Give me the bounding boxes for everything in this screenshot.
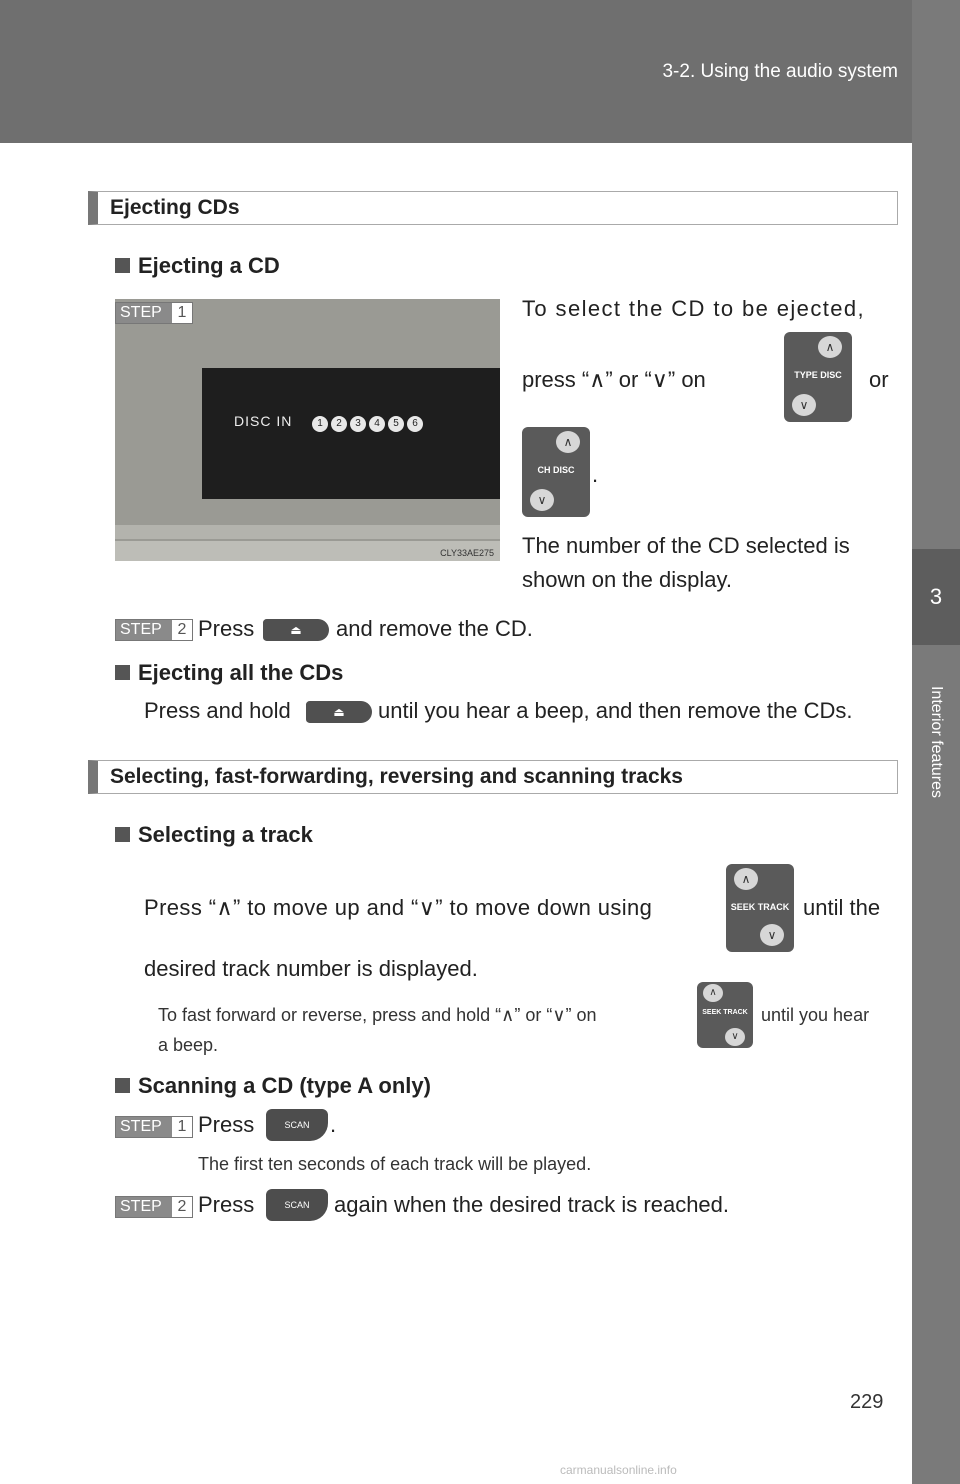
ch-disc-button[interactable] [522, 427, 590, 517]
step-1-badge: STEP 1 [115, 302, 193, 324]
disc-slot: 6 [407, 416, 423, 432]
select-text-until: until the [803, 895, 881, 920]
step1-text-period: . [592, 462, 599, 487]
bullet-square [115, 1078, 130, 1093]
step2-press: Press [198, 616, 255, 641]
scan-step1-note: The first ten seconds of each track will be played. [198, 1154, 592, 1174]
heading-scanning: Scanning a CD (type A only) [115, 1073, 431, 1099]
step1-text-press: press “∧” or “∨” on [522, 367, 706, 392]
eject-all-press: Press and hold [144, 698, 291, 723]
chapter-number: 3 [912, 549, 960, 645]
scan-step2-press: Press [198, 1192, 255, 1217]
bullet-square [115, 258, 130, 273]
chevron-down-icon: ∨ [725, 1028, 745, 1046]
disc-slot: 3 [350, 416, 366, 432]
bullet-square [115, 665, 130, 680]
heading-ejecting-all: Ejecting all the CDs [115, 660, 343, 686]
header-title: 3-2. Using the audio system [662, 61, 898, 82]
heading-ejecting-cd: Ejecting a CD [115, 253, 280, 279]
fast-forward-note: To fast forward or reverse, press and hold “∧” or “∨” on [158, 1005, 597, 1025]
select-text-line2: desired track number is displayed. [144, 956, 478, 981]
scan-button[interactable]: SCAN [266, 1189, 328, 1221]
seek-track-button-small[interactable] [697, 982, 753, 1048]
page-header [0, 0, 960, 143]
step-2-badge: STEP 2 [115, 619, 193, 641]
chevron-up-icon: ∧ [556, 431, 580, 453]
seek-track-label: SEEK TRACK [730, 902, 790, 912]
display-bezel [115, 525, 500, 539]
ch-disc-label: CH DISC [537, 465, 575, 475]
chevron-down-icon: ∨ [792, 394, 816, 416]
image-code: CLY33AE275 [440, 548, 494, 558]
watermark: carmanualsonline.info [560, 1463, 677, 1477]
scan-step-1-badge: STEP 1 [115, 1116, 193, 1138]
chevron-up-icon: ∧ [818, 336, 842, 358]
disc-in-label: DISC IN [234, 413, 293, 429]
seek-track-label: SEEK TRACK [702, 1009, 748, 1016]
step1-text-line1: To select the CD to be ejected, [522, 296, 866, 321]
scan-step2-rest: again when the desired track is reached. [334, 1192, 730, 1217]
bullet-square [115, 827, 130, 842]
section-title-tracks: Selecting, fast-forwarding, reversing and scanning tracks [88, 760, 898, 794]
step1-text-or: or [869, 367, 889, 392]
heading-selecting-track: Selecting a track [115, 822, 313, 848]
eject-button[interactable]: ⏏ [306, 701, 372, 723]
step2-rest: and remove the CD. [336, 616, 533, 641]
page-number: 229 [850, 1391, 884, 1413]
display-screen [202, 368, 500, 499]
step1-text-line3: The number of the CD selected is [522, 533, 850, 558]
display-photo [115, 299, 500, 561]
type-disc-label: TYPE DISC [794, 370, 842, 380]
disc-slot: 2 [331, 416, 347, 432]
disc-slot: 5 [388, 416, 404, 432]
disc-slot: 4 [369, 416, 385, 432]
scan-step-2-badge: STEP 2 [115, 1196, 193, 1218]
chevron-down-icon: ∨ [760, 924, 784, 946]
section-title-ejecting: Ejecting CDs [88, 191, 898, 225]
step1-text-line4: shown on the display. [522, 567, 732, 592]
disc-slot: 1 [312, 416, 328, 432]
select-text-line1: Press “∧” to move up and “∨” to move down using [144, 895, 653, 920]
seek-track-button[interactable] [726, 864, 794, 952]
type-disc-button[interactable] [784, 332, 852, 422]
chevron-down-icon: ∨ [530, 489, 554, 511]
chevron-up-icon: ∧ [734, 868, 758, 890]
chevron-up-icon: ∧ [703, 984, 723, 1002]
fast-forward-note-3: a beep. [158, 1035, 219, 1055]
disc-slots [312, 413, 426, 432]
fast-forward-note-2: until you hear [761, 1005, 870, 1025]
scan-step1-rest: . [330, 1112, 337, 1137]
scan-button[interactable]: SCAN [266, 1109, 328, 1141]
display-strip [115, 541, 500, 561]
chapter-label: Interior features [928, 685, 945, 799]
eject-button[interactable]: ⏏ [263, 619, 329, 641]
scan-step1-press: Press [198, 1112, 255, 1137]
eject-all-rest: until you hear a beep, and then remove the CDs. [378, 698, 853, 723]
